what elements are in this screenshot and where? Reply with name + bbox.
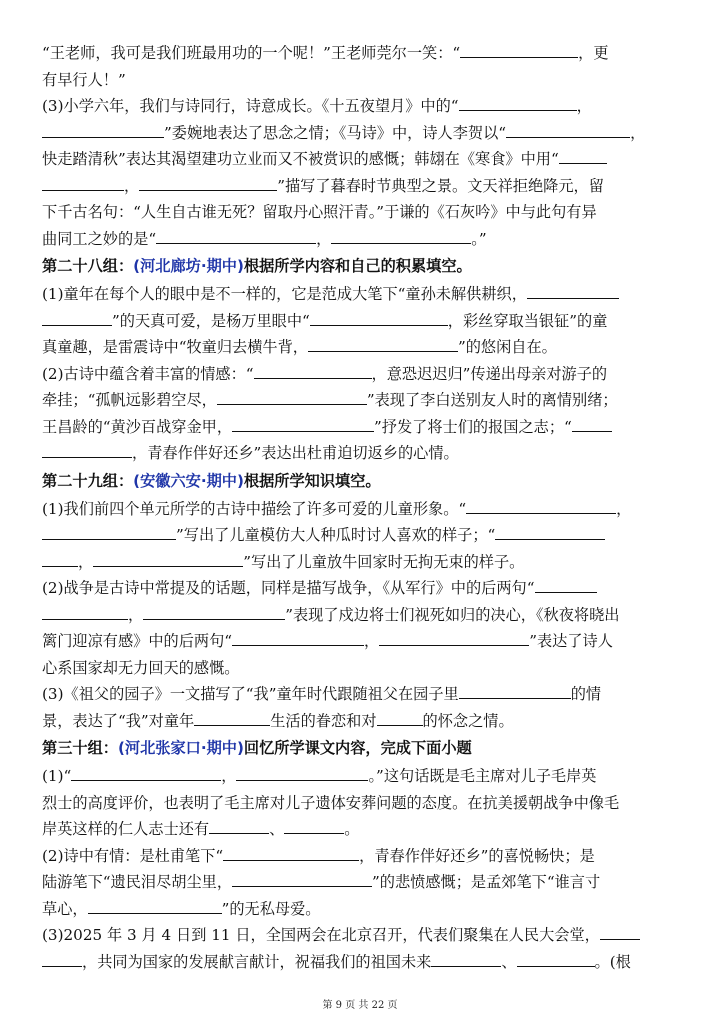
answer-blank[interactable] xyxy=(254,364,372,379)
text: ， xyxy=(221,767,237,785)
answer-blank[interactable] xyxy=(42,952,82,967)
answer-blank[interactable] xyxy=(88,899,222,914)
section-heading-30 xyxy=(42,734,682,763)
answer-blank[interactable] xyxy=(379,631,529,646)
question-30-3 xyxy=(42,922,682,975)
text: ， xyxy=(316,229,332,248)
text: ，青春作伴好还乡”的喜悦畅快；是 xyxy=(359,846,595,865)
answer-blank[interactable] xyxy=(143,605,285,620)
text: (2)诗中有情：是杜甫笔下“ xyxy=(42,846,224,865)
text: 的情 xyxy=(570,685,602,703)
text: (2)古诗中蕴含着丰富的情感：“ xyxy=(42,364,254,383)
answer-blank[interactable] xyxy=(217,390,367,405)
text: 曲同工之妙的是“ xyxy=(42,229,157,248)
text: 快走踏清秋”表达其渴望建功立业而又不被赏识的感慨；韩翃在《寒食》中用“ xyxy=(42,150,559,168)
text: 有早行人！” xyxy=(42,70,126,89)
answer-blank[interactable] xyxy=(527,284,619,299)
answer-blank[interactable] xyxy=(495,525,605,540)
text: (1)童年在每个人的眼中是不一样的，它是范成大笔下“童孙未解供耕织， xyxy=(42,285,527,303)
text: 篱门迎凉有感》中的后两句“ xyxy=(42,632,233,650)
answer-blank[interactable] xyxy=(572,417,612,432)
text: 草心， xyxy=(42,899,88,918)
answer-blank[interactable] xyxy=(236,766,368,781)
text: ， xyxy=(616,499,632,518)
answer-blank[interactable] xyxy=(517,952,595,967)
question-30-1 xyxy=(42,763,682,843)
question-27-3 xyxy=(42,93,682,252)
answer-blank[interactable] xyxy=(93,552,243,567)
text: (1)我们前四个单元所学的古诗中描绘了许多可爱的儿童形象。“ xyxy=(42,499,467,518)
intro-paragraph xyxy=(42,40,682,93)
text: ，意恐迟迟归”传递出母亲对游子的 xyxy=(371,364,608,383)
text: (3)2025 年 3 月 4 日到 11 日，全国两会在北京召开，代表们聚集在人民大会堂， xyxy=(42,926,600,944)
answer-blank[interactable] xyxy=(209,819,269,834)
answer-blank[interactable] xyxy=(194,711,270,726)
answer-blank[interactable] xyxy=(42,311,112,326)
section-title: 第二十九组： xyxy=(42,471,134,490)
answer-blank[interactable] xyxy=(42,176,124,191)
text: “王老师，我可是我们班最用功的一个呢！”王老师莞尔一笑：“ xyxy=(42,44,461,62)
text: 。 xyxy=(344,820,360,838)
section-title: 第三十组： xyxy=(42,739,118,757)
section-instruction: 根据所学内容和自己的积累填空。 xyxy=(243,257,472,275)
answer-blank[interactable] xyxy=(284,819,344,834)
source-label: (河北廊坊·期中) xyxy=(133,257,244,275)
answer-blank[interactable] xyxy=(459,96,577,111)
text: ， xyxy=(630,123,646,142)
text: ， xyxy=(128,605,144,624)
text: ”表达了诗人 xyxy=(529,632,613,650)
text: 牵挂；“孤帆远影碧空尽， xyxy=(42,391,217,409)
document-page xyxy=(42,40,682,975)
answer-blank[interactable] xyxy=(506,123,630,138)
text: ”描写了暮春时节典型之景。文天祥拒绝降元，留 xyxy=(277,176,604,195)
text: 生活的眷恋和对 xyxy=(270,711,377,730)
answer-blank[interactable] xyxy=(460,43,578,58)
answer-blank[interactable] xyxy=(308,337,458,352)
text: 心系国家却无力回天的感慨。 xyxy=(42,658,240,677)
text: 下千古名句：“人生自古谁无死？留取丹心照汗青。”于谦的《石灰吟》中与此句有异 xyxy=(42,203,597,221)
text: ，更 xyxy=(578,44,609,62)
text: ，青春作伴好还乡”表达出杜甫迫切返乡的心情。 xyxy=(132,444,459,462)
text: ”表现了李白送别友人时的离情别绪； xyxy=(366,391,618,409)
text: 。” xyxy=(471,229,487,248)
text: ”写出了儿童放牛回家时无拘无束的样子。 xyxy=(243,552,525,571)
answer-blank[interactable] xyxy=(232,872,372,887)
question-29-3 xyxy=(42,681,682,734)
text: ， xyxy=(576,97,592,115)
answer-blank[interactable] xyxy=(223,846,359,861)
question-28-1 xyxy=(42,281,682,361)
text: (2)战争是古诗中常提及的话题，同样是描写战争，《从军行》中的后两句“ xyxy=(42,579,535,597)
text: ，彩丝穿取当银钲”的童 xyxy=(447,311,608,330)
question-30-2 xyxy=(42,843,682,923)
answer-blank[interactable] xyxy=(535,578,597,593)
text: (3)《祖父的园子》一文描写了“我”童年时代跟随祖父在园子里 xyxy=(42,685,459,703)
text: ”抒发了将士们的报国之志；“ xyxy=(374,417,572,436)
answer-blank[interactable] xyxy=(331,229,471,244)
text: 岸英这样的仁人志士还有 xyxy=(42,820,210,838)
section-instruction: 根据所学知识填空。 xyxy=(243,471,381,490)
text: ”的悲愤感慨；是孟郊笔下“谁言寸 xyxy=(372,873,601,891)
text: 、 xyxy=(501,952,517,971)
answer-blank[interactable] xyxy=(232,631,364,646)
text: 。(根 xyxy=(594,952,631,971)
text: (3)小学六年，我们与诗同行，诗意成长。《十五夜望月》中的“ xyxy=(42,97,459,115)
answer-blank[interactable] xyxy=(156,229,316,244)
answer-blank[interactable] xyxy=(310,311,448,326)
text: ， xyxy=(124,176,140,195)
text: ， xyxy=(78,552,94,571)
text: ”表现了戍边将士们视死如归的决心，《秋夜将晓出 xyxy=(285,605,620,624)
text: 景，表达了“我”对童年 xyxy=(42,711,195,730)
answer-blank[interactable] xyxy=(600,925,640,940)
answer-blank[interactable] xyxy=(232,417,374,432)
text: 、 xyxy=(269,820,285,838)
answer-blank[interactable] xyxy=(559,149,607,164)
answer-blank[interactable] xyxy=(42,443,132,458)
text: ”的无私母爱。 xyxy=(221,899,321,918)
text: ”的天真可爱，是杨万里眼中“ xyxy=(112,311,310,330)
question-28-2 xyxy=(42,361,682,467)
text: ”写出了儿童模仿大人种瓜时讨人喜欢的样子；“ xyxy=(176,526,496,544)
text: (1)“ xyxy=(42,767,72,785)
answer-blank[interactable] xyxy=(377,711,423,726)
text: ，共同为国家的发展献言献计，祝福我们的祖国未来 xyxy=(82,952,432,971)
answer-blank[interactable] xyxy=(42,552,78,567)
text: 真童趣，是雷震诗中“牧童归去横牛背， xyxy=(42,338,308,356)
text: 王昌龄的“黄沙百战穿金甲， xyxy=(42,417,233,436)
section-instruction: 回忆所学课文内容，完成下面小题 xyxy=(243,739,472,757)
section-heading-28 xyxy=(42,252,682,281)
section-heading-29 xyxy=(42,467,682,496)
answer-blank[interactable] xyxy=(42,123,164,138)
answer-blank[interactable] xyxy=(459,684,571,699)
page-footer: 第 9 页 共 22 页 xyxy=(322,1000,398,1011)
text: 。”这句话既是毛主席对儿子毛岸英 xyxy=(368,767,597,785)
answer-blank[interactable] xyxy=(42,525,176,540)
question-29-1 xyxy=(42,496,682,576)
source-label: (河北张家口·期中) xyxy=(117,739,244,757)
text: ， xyxy=(364,632,380,650)
answer-blank[interactable] xyxy=(42,605,128,620)
text: ”委婉地表达了思念之情；《马诗》中，诗人李贺以“ xyxy=(164,123,507,142)
section-title: 第二十八组： xyxy=(42,257,134,275)
source-label: (安徽六安·期中) xyxy=(133,471,244,490)
text: 陆游笔下“遗民泪尽胡尘里， xyxy=(42,873,233,891)
text: ”的悠闲自在。 xyxy=(457,338,557,356)
answer-blank[interactable] xyxy=(139,176,277,191)
question-29-2 xyxy=(42,575,682,681)
text: 的怀念之情。 xyxy=(422,711,514,730)
answer-blank[interactable] xyxy=(431,952,501,967)
answer-blank[interactable] xyxy=(71,766,221,781)
text: 烈士的高度评价，也表明了毛主席对儿子遗体安葬问题的态度。在抗美援朝战争中像毛 xyxy=(42,793,620,812)
answer-blank[interactable] xyxy=(466,499,616,514)
